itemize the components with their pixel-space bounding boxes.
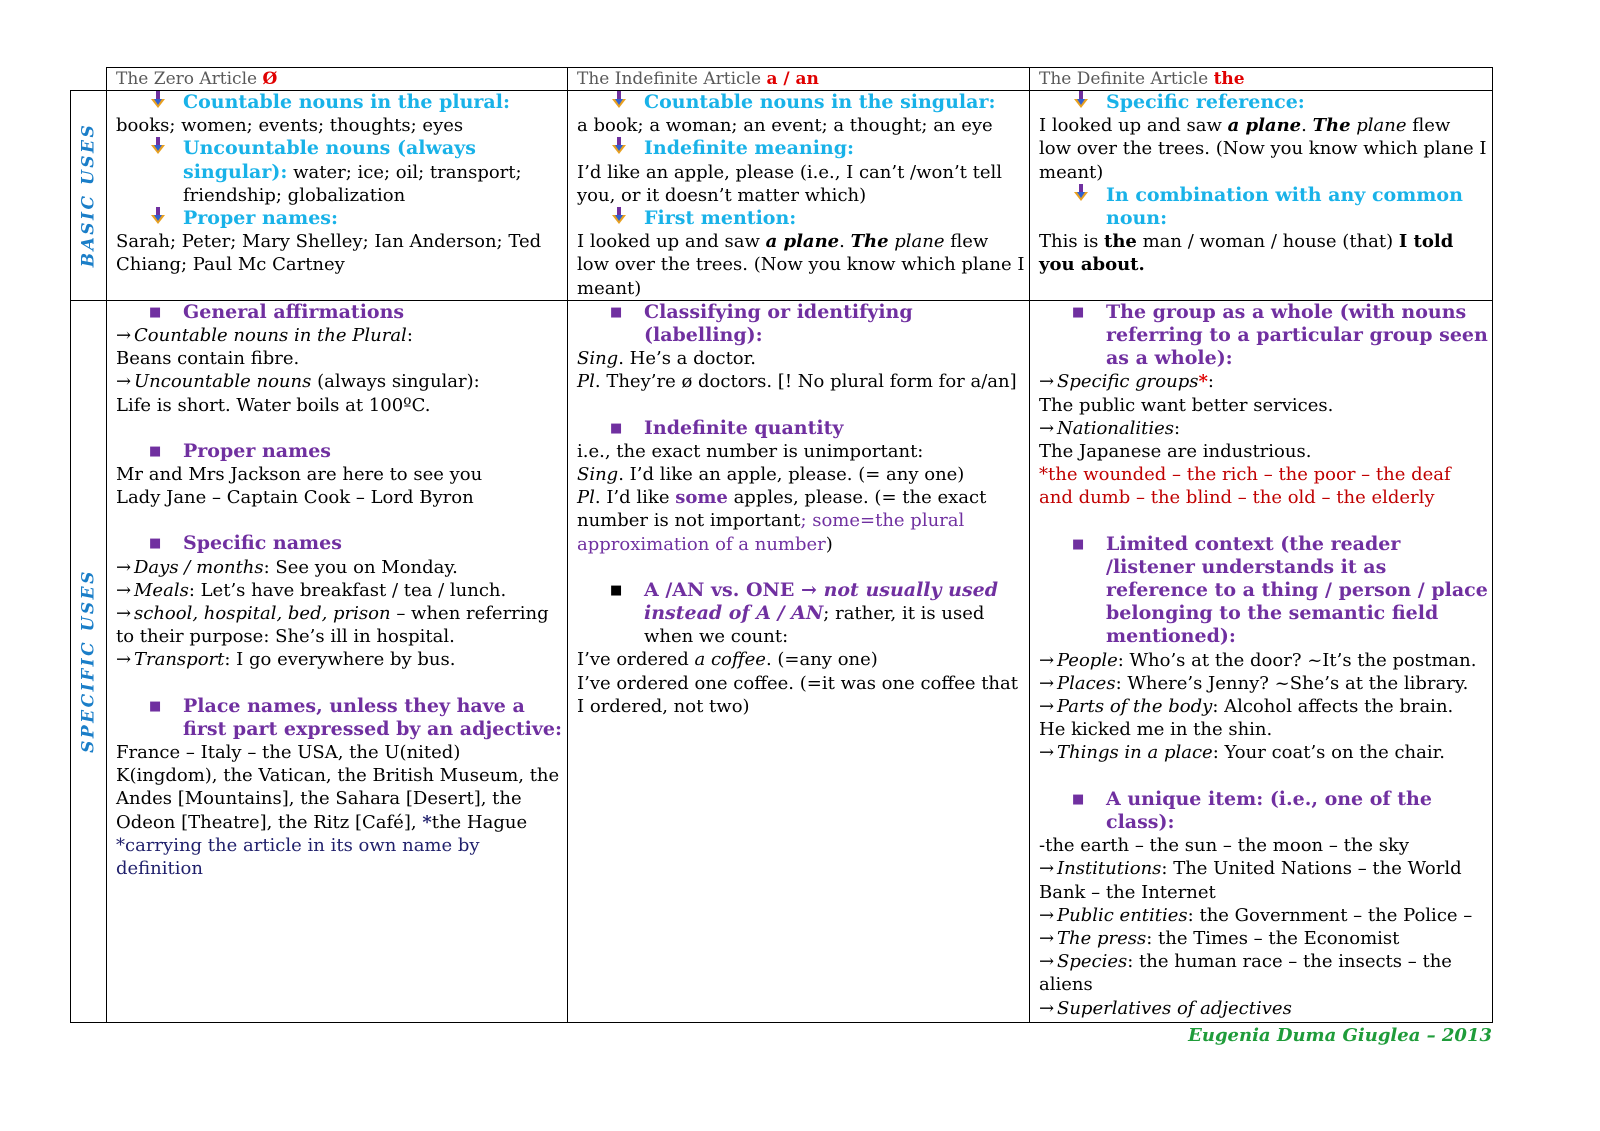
basic-indef-heading-1: Countable nouns in the singular: — [577, 91, 1025, 114]
right-arrow-icon: → — [1039, 672, 1055, 694]
specific-zero-line-5: France – Italy – the USA, the U(nited) K(ingdom), the Vatican, the British Museum, the Andes [Mountains], the Sahara [Desert], the Odeon [Theatre], the Ritz [Café], *the Hague — [116, 742, 560, 833]
specific-def-heading-2: ■ Limited context (the reader /listener understands it as reference to a thing / person / place belonging to the semantic field mentioned): — [1072, 532, 1488, 648]
right-arrow-icon: → — [1039, 417, 1055, 439]
square-bullet-icon: ■ — [149, 443, 162, 459]
basic-uses-label-cell — [71, 91, 107, 301]
basic-zero-text-1: books; women; events; thoughts; eyes — [116, 115, 464, 137]
specific-def-arrow-3: → People: Who’s at the door? ~It’s the postman. — [1039, 649, 1477, 671]
right-arrow-icon: → — [116, 371, 132, 393]
specific-indef-heading-3: ■ A /AN vs. ONE → not usually used instead of A / AN; rather, it is used when we count: — [610, 578, 999, 648]
header-row — [71, 68, 1493, 91]
specific-indef-sing-1: Sing. He’s a doctor. — [577, 348, 756, 370]
right-arrow-icon: → — [1039, 904, 1055, 926]
header-indef-label: The Indefinite Article — [577, 69, 767, 89]
specific-zero-heading-2: ■ Proper names — [149, 439, 331, 462]
basic-zero-text-3: Sarah; Peter; Mary Shelley; Ian Anderson; Ted Chiang; Paul Mc Cartney — [116, 231, 542, 276]
specific-zero-line-3: Mr and Mrs Jackson are here to see you — [116, 464, 483, 486]
down-arrow-bullet-icon — [611, 207, 627, 231]
specific-zero-arrow-2: → Uncountable nouns (always singular): — [116, 371, 480, 393]
basic-zero-cell — [107, 91, 568, 301]
specific-zero-arrow-3: → Days / months: See you on Monday. — [116, 556, 458, 578]
header-zero-symbol: Ø — [262, 69, 278, 89]
down-arrow-bullet-icon — [150, 137, 166, 161]
down-arrow-bullet-icon — [1073, 91, 1089, 115]
specific-zero-note: *carrying the article in its own name by definition — [116, 834, 480, 880]
basic-indef-text-2: I’d like an apple, please (i.e., I can’t /won’t tell you, or it doesn’t matter which) — [577, 161, 1003, 206]
right-arrow-icon: → — [1039, 951, 1055, 973]
basic-def-cell — [1030, 91, 1493, 301]
specific-def-line-2: The Japanese are industrious. — [1039, 441, 1312, 463]
down-arrow-bullet-icon — [1073, 184, 1089, 208]
specific-zero-arrow-5: → school, hospital, bed, prison – when referring to their purpose: She’s ill in hospital. — [116, 603, 549, 648]
specific-def-arrow-9: → The press: the Times – the Economist — [1039, 927, 1400, 949]
header-def-symbol: the — [1213, 69, 1245, 89]
specific-uses-label-cell — [71, 300, 107, 1022]
specific-def-red-list: *the wounded – the rich – the poor – the deaf and dumb – the blind – the old – the elderly — [1039, 464, 1451, 509]
basic-uses-label: BASIC USES — [77, 123, 98, 268]
right-arrow-icon: → — [1039, 649, 1055, 671]
right-arrow-icon: → — [1039, 997, 1055, 1019]
specific-uses-label: SPECIFIC USES — [77, 569, 98, 754]
basic-indef-cell — [568, 91, 1030, 301]
specific-indef-line-2: I’ve ordered a coffee. (=any one) — [577, 649, 878, 671]
specific-def-cell — [1030, 300, 1493, 1022]
square-bullet-icon: ■ — [1072, 791, 1085, 807]
specific-def-arrow-8: → Public entities: the Government – the Police – — [1039, 904, 1473, 926]
right-arrow-icon: → — [1039, 696, 1055, 718]
specific-indef-pl-1: Pl. They’re ø doctors. [! No plural form for a/an] — [577, 371, 1017, 393]
specific-def-arrow-7: → Institutions: The United Nations – the World Bank – the Internet — [1039, 858, 1462, 903]
basic-indef-text-1: a book; a woman; an event; a thought; an eye — [577, 115, 993, 137]
header-indef-symbol: a / an — [766, 69, 819, 89]
specific-indef-sing-2: Sing. I’d like an apple, please. (= any one) — [577, 464, 965, 486]
right-arrow-icon: → — [116, 649, 132, 671]
down-arrow-bullet-icon — [150, 207, 166, 231]
basic-zero-heading-1: Countable nouns in the plural: — [116, 91, 563, 114]
right-arrow-icon: → — [116, 603, 132, 625]
basic-zero-heading-3: Proper names: — [116, 207, 563, 230]
specific-def-line-3: He kicked me in the shin. — [1039, 719, 1273, 741]
square-bullet-icon: ■ — [610, 582, 623, 598]
right-arrow-icon: → — [1039, 742, 1055, 764]
header-def-label: The Definite Article — [1039, 69, 1214, 89]
right-arrow-icon: → — [801, 578, 824, 601]
header-indefinite-article — [568, 68, 1030, 91]
right-arrow-icon: → — [1039, 858, 1055, 880]
basic-indef-text-3: I looked up and saw a plane. The plane flew low over the trees. (Now you know which plane I meant) — [577, 231, 1025, 299]
right-arrow-icon: → — [116, 325, 132, 347]
header-zero-label: The Zero Article — [116, 69, 263, 89]
specific-def-arrow-4: → Places: Where’s Jenny? ~She’s at the library. — [1039, 672, 1469, 694]
specific-def-arrow-10: → Species: the human race – the insects – the aliens — [1039, 951, 1452, 996]
specific-def-heading-3: ■ A unique item: (i.e., one of the class): — [1072, 787, 1432, 833]
basic-def-text-2: This is the man / woman / house (that) I told you about. — [1039, 231, 1454, 276]
square-bullet-icon: ■ — [1072, 536, 1085, 552]
square-bullet-icon: ■ — [610, 420, 623, 436]
specific-def-heading-1: ■ The group as a whole (with nouns referring to a particular group seen as a whole): — [1072, 300, 1488, 370]
specific-indef-pl-2: Pl. I’d like some apples, please. (= the exact number is not important; some=the plural approximation of a number) — [577, 487, 987, 555]
specific-def-arrow-2: → Nationalities: — [1039, 417, 1181, 439]
square-bullet-icon: ■ — [149, 698, 162, 714]
specific-def-arrow-11: → Superlatives of adjectives — [1039, 997, 1292, 1019]
specific-zero-line-1: Beans contain fibre. — [116, 348, 300, 370]
square-bullet-icon: ■ — [149, 536, 162, 552]
specific-def-line-4: -the earth – the sun – the moon – the sky — [1039, 835, 1410, 857]
specific-def-line-1: The public want better services. — [1039, 394, 1334, 416]
right-arrow-icon: → — [1039, 371, 1055, 393]
down-arrow-bullet-icon — [611, 91, 627, 115]
right-arrow-icon: → — [1039, 927, 1055, 949]
specific-uses-row — [71, 300, 1493, 1022]
specific-zero-arrow-4: → Meals: Let’s have breakfast / tea / lunch. — [116, 579, 507, 601]
specific-zero-line-4: Lady Jane – Captain Cook – Lord Byron — [116, 487, 474, 509]
header-definite-article — [1030, 68, 1493, 91]
specific-indef-line-1: i.e., the exact number is unimportant: — [577, 440, 924, 462]
square-bullet-icon: ■ — [149, 304, 162, 320]
basic-zero-heading-2: Uncountable nouns (always singular): water; ice; oil; transport; friendship; globalization — [116, 137, 563, 207]
down-arrow-bullet-icon — [150, 91, 166, 115]
header-zero-article — [107, 68, 568, 91]
right-arrow-icon: → — [116, 579, 132, 601]
specific-zero-cell — [107, 300, 568, 1022]
specific-zero-arrow-1: → Countable nouns in the Plural: — [116, 325, 413, 347]
specific-indef-heading-2: ■ Indefinite quantity — [610, 416, 844, 439]
basic-def-text-1: I looked up and saw a plane. The plane flew low over the trees. (Now you know which plane I meant) — [1039, 115, 1487, 183]
basic-indef-heading-3: First mention: — [577, 207, 1025, 230]
basic-indef-heading-2: Indefinite meaning: — [577, 137, 1025, 160]
square-bullet-icon: ■ — [1072, 304, 1085, 320]
right-arrow-icon: → — [116, 556, 132, 578]
basic-def-heading-2: In combination with any common noun: — [1039, 184, 1488, 230]
specific-zero-heading-4: ■ Place names, unless they have a first part expressed by an adjective: — [149, 694, 563, 740]
specific-def-arrow-1: → Specific groups*: — [1039, 371, 1214, 393]
basic-uses-row — [71, 91, 1493, 301]
square-bullet-icon: ■ — [610, 304, 623, 320]
down-arrow-bullet-icon — [611, 137, 627, 161]
specific-def-arrow-6: → Things in a place: Your coat’s on the chair. — [1039, 742, 1445, 764]
articles-table — [70, 67, 1493, 1023]
specific-zero-arrow-6: → Transport: I go everywhere by bus. — [116, 649, 456, 671]
specific-indef-line-3: I’ve ordered one coffee. (=it was one coffee that I ordered, not two) — [577, 672, 1018, 717]
specific-def-arrow-5: → Parts of the body: Alcohol affects the brain. — [1039, 696, 1454, 718]
basic-def-heading-1: Specific reference: — [1039, 91, 1488, 114]
specific-indef-cell — [568, 300, 1030, 1022]
specific-zero-heading-1: ■ General affirmations — [149, 300, 405, 323]
corner-cell — [71, 68, 107, 91]
specific-zero-heading-3: ■ Specific names — [149, 532, 342, 555]
specific-zero-line-2: Life is short. Water boils at 100ºC. — [116, 394, 431, 416]
specific-indef-heading-1: ■ Classifying or identifying (labelling): — [610, 300, 913, 347]
author-signature: Eugenia Duma Giuglea – 2013 — [1188, 1025, 1492, 1046]
